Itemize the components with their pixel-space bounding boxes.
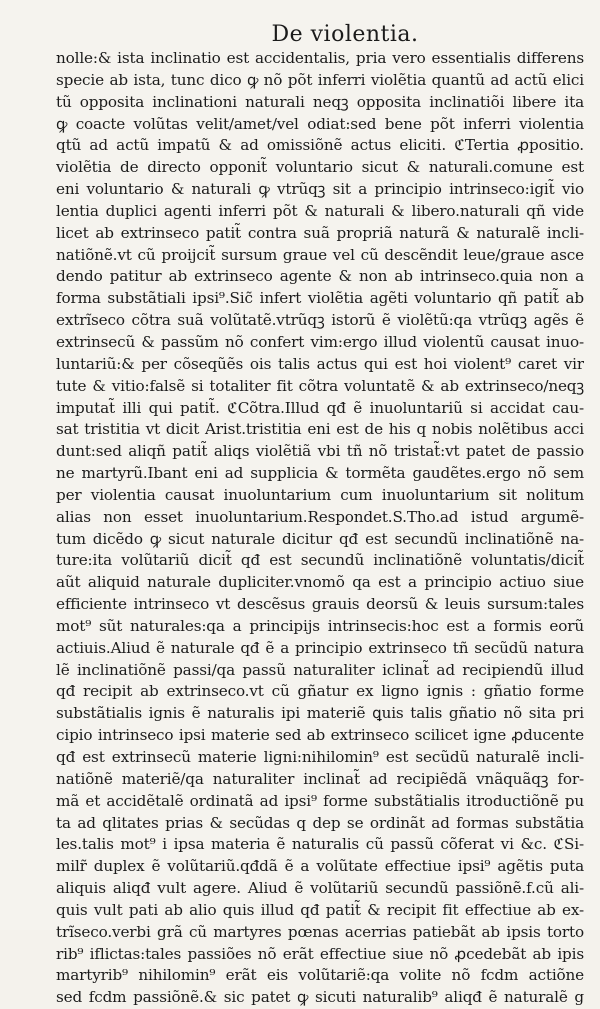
text-line: qđ recipit ab extrinseco.vt cũ gñatur ex ligno ignis : gñatio forme bbox=[56, 682, 584, 701]
text-line: dunt:sed aliqñ patit̃ aliqs violẽtiã vbi tñ nõ tristat̃:vt patet de passio bbox=[56, 442, 584, 461]
text-line: efficiente intrinseco vt descẽsus grauis deorsũ & leuis sursum:tales bbox=[56, 595, 584, 614]
text-line: nolle:& ista inclinatio est accidentalis, pria vero essentialis differens bbox=[56, 49, 584, 67]
text-line: mot⁹ sũt naturales:qa a principijs intrinsecis:hoc est a formis eorũ bbox=[56, 616, 584, 635]
text-line: eni voluntario & naturali ꝙ vtrũqꝫ sit a principio intrinseco:igit̃ vio bbox=[56, 180, 584, 199]
text-line: extrĩseco cõtra suã volũtatẽ.vtrũqꝫ istorũ ẽ violẽtũ:qa vtrũqꝫ agẽs ẽ bbox=[56, 311, 584, 330]
text-line: milr̃ duplex ẽ volũtariũ.qđdã ẽ a volũtate effectiue ipsi⁹ agẽtis puta bbox=[56, 857, 584, 876]
text-line: ne martyrũ.Ibant eni ad supplicia & tormẽta gaudẽtes.ergo nõ sem bbox=[56, 464, 584, 483]
text-line: imputat̃ illi qui patit̃. ℭCõtra.Illud qđ ẽ inuoluntariũ si accidat cau- bbox=[56, 398, 584, 417]
text-line: violẽtia de directo opponit̃ voluntario sicut & naturali.comune est bbox=[56, 158, 584, 177]
text-line: dendo patitur ab extrinseco agente & non ab intrinseco.quia non a bbox=[56, 267, 584, 286]
text-line: specie ab ista, tunc dico ꝙ nõ põt inferri violẽtia quantũ ad actũ elici bbox=[56, 70, 584, 89]
text-line: alias non esset inuoluntarium.Respondet.S.Tho.ad istud argumẽ- bbox=[56, 507, 584, 526]
text-line: lentia duplici agenti inferri põt & naturali & libero.naturali qñ vide bbox=[56, 201, 584, 220]
text-line: licet ab extrinseco patit̃ contra suã propriã naturã & naturalẽ incli- bbox=[56, 223, 584, 242]
running-head: De violentia. bbox=[271, 22, 419, 47]
text-line: lẽ inclinatiõnẽ passi/qa passũ naturaliter iclinat̃ ad recipiendũ illud bbox=[56, 660, 584, 679]
text-line: aliquis aliqđ vult agere. Aliud ẽ volũtariũ secundũ passiõnẽ.f.cũ ali- bbox=[56, 879, 584, 898]
text-line: rib⁹ iflictas:tales passiões nõ erãt effectiue siue nõ ꝓcedebãt ab ipis bbox=[56, 944, 584, 963]
text-block bbox=[56, 48, 584, 1009]
text-line: qđ est extrinsecũ materie ligni:nihilomin⁹ est secũdũ naturalẽ incli- bbox=[56, 748, 584, 766]
text-line: aũt aliquid naturale dupliciter.vnomõ qa est a principio actiuo siue bbox=[56, 573, 584, 592]
text-line: natiõnẽ.vt cũ proijcit̃ sursum graue vel cũ descẽndit leue/graue asce bbox=[56, 245, 584, 264]
text-line: cipio intrinseco ipsi materie sed ab extrinseco scilicet igne ꝓducente bbox=[56, 726, 584, 745]
text-line: trĩseco.verbi grã cũ martyres pœnas acerrias patiebãt ab ipsis torto bbox=[56, 922, 584, 941]
text-line: mã et accidẽtalẽ ordinatã ad ipsi⁹ forme substãtialis itroductiõnẽ pu bbox=[56, 791, 584, 810]
text-line: actiuis.Aliud ẽ naturale qđ ẽ a principio extrinseco tñ secũdũ natura bbox=[56, 638, 584, 657]
text-line: ture:ita volũtariũ dicit̃ qđ est secundũ inclinatiõnẽ voluntatis/dicit̃ bbox=[56, 551, 584, 570]
text-line: forma substãtiali ipsi⁹.Sic̃ infert violẽtia agẽti voluntario qñ patit̃ ab bbox=[56, 289, 584, 308]
text-line: qtũ ad actũ impatũ & ad omissiõnẽ actus eliciti. ℭTertia ꝓpositio. bbox=[56, 136, 584, 155]
text-line: quis vult pati ab alio quis illud qđ patit̃ & recipit fit effectiue ab ex- bbox=[56, 900, 584, 919]
text-line: natiõnẽ materiẽ/qa naturaliter inclinat̃ ad recipiẽdã vnãquãqꝫ for- bbox=[56, 769, 584, 788]
text-line: tũ opposita inclinationi naturali neqꝫ opposita inclinatiõi libere ita bbox=[56, 92, 584, 111]
text-line: sat tristitia vt dicit Arist.tristitia eni est de his q nobis nolẽtibus acci bbox=[56, 420, 584, 439]
text-line: ta ad qlitates prias & secũdas q dep se ordinãt ad formas substãtia bbox=[56, 813, 584, 832]
text-line: luntariũ:& per cõseqũẽs ois talis actus qui est hoi violent⁹ caret vir bbox=[56, 354, 584, 373]
text-line: ꝙ coacte volũtas velit/amet/vel odiat:sed bene põt inferri violentia bbox=[56, 114, 584, 133]
text-line: martyrib⁹ nihilomin⁹ erãt eis volũtariẽ:qa volite nõ fcdm actiõne bbox=[56, 966, 584, 985]
text-line: sed fcdm passiõnẽ.& sic patet ꝙ sicuti naturalib⁹ aliqđ ẽ naturalẽ g bbox=[56, 988, 584, 1007]
text-line: tum dicẽdo ꝙ sicut naturale dicitur qđ est secundũ inclinatiõnẽ na- bbox=[56, 529, 584, 548]
text-line: per violentia causat inuoluntarium cum inuoluntarium sit nolitum bbox=[56, 485, 584, 504]
text-line: extrinsecũ & passũm nõ confert vim:ergo illud violentũ causat inuo- bbox=[56, 332, 584, 351]
text-line: les.talis mot⁹ i ipsa materia ẽ naturalis cũ passũ cõferat vi &c. ℭSi- bbox=[56, 835, 584, 854]
text-line: tute & vitio:falsẽ si totaliter fit cõtra voluntatẽ & ab extrinseco/neqꝫ bbox=[56, 376, 584, 395]
text-line: substãtialis ignis ẽ naturalis ipi materiẽ ꝗuis talis gñatio nõ sita pri bbox=[56, 704, 584, 723]
